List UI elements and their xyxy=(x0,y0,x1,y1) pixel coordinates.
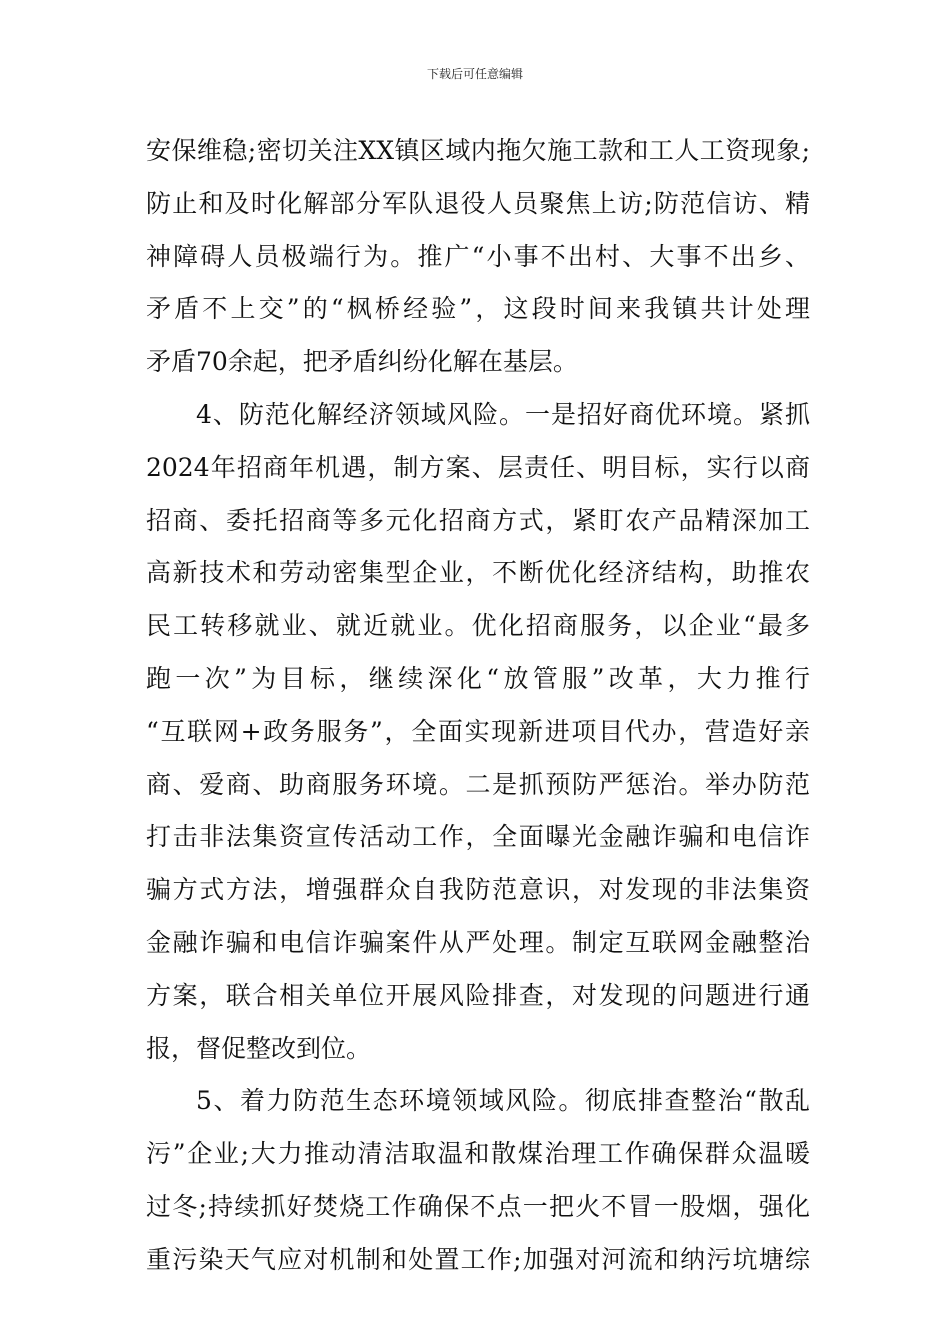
text-line: 民工转移就业、就近就业。优化招商服务，以企业“最多 xyxy=(146,611,810,641)
text-line: 防止和及时化解部分军队退役人员聚焦上访;防范信访、精 xyxy=(146,188,810,218)
document-body xyxy=(146,125,810,1287)
paragraph xyxy=(146,389,810,1075)
paragraph xyxy=(146,125,810,389)
text-line: 污”企业;大力推动清洁取温和散煤治理工作确保群众温暖 xyxy=(146,1139,810,1169)
text-line: 过冬;持续抓好焚烧工作确保不点一把火不冒一股烟，强化 xyxy=(146,1191,810,1221)
text-line: 5、着力防范生态环境领域风险。彻底排查整治“散乱 xyxy=(196,1086,810,1116)
text-line: 高新技术和劳动密集型企业，不断优化经济结构，助推农 xyxy=(146,558,810,588)
text-line: 打击非法集资宣传活动工作，全面曝光金融诈骗和电信诈 xyxy=(146,822,810,852)
page-header: 下载后可任意编辑 xyxy=(426,67,523,81)
text-line: 矛盾不上交”的“枫桥经验”，这段时间来我镇共计处理 xyxy=(146,294,810,324)
text-line: 金融诈骗和电信诈骗案件从严处理。制定互联网金融整治 xyxy=(146,927,810,957)
text-line: 2024年招商年机遇，制方案、层责任、明目标，实行以商 xyxy=(146,452,810,482)
text-line: 重污染天气应对机制和处置工作;加强对河流和纳污坑塘综 xyxy=(146,1244,810,1274)
text-line: 方案，联合相关单位开展风险排查，对发现的问题进行通 xyxy=(146,980,810,1010)
text-line: 跑一次”为目标，继续深化“放管服”改革，大力推行 xyxy=(146,663,810,693)
text-line: 神障碍人员极端行为。推广“小事不出村、大事不出乡、 xyxy=(146,241,810,271)
text-line: 安保维稳;密切关注XX镇区域内拖欠施工款和工人工资现象; xyxy=(146,136,810,165)
text-line: 骗方式方法，增强群众自我防范意识，对发现的非法集资 xyxy=(146,875,810,905)
text-line: “互联网+政务服务”，全面实现新进项目代办，营造好亲 xyxy=(146,716,810,746)
paragraph xyxy=(146,1075,810,1286)
text-line: 商、爱商、助商服务环境。二是抓预防严惩治。举办防范 xyxy=(146,769,810,799)
text-line: 4、防范化解经济领域风险。一是招好商优环境。紧抓 xyxy=(196,399,810,429)
text-line: 招商、委托招商等多元化招商方式，紧盯农产品精深加工 xyxy=(146,505,810,535)
text-line: 报，督促整改到位。 xyxy=(146,1033,372,1063)
text-line: 矛盾70余起，把矛盾纠纷化解在基层。 xyxy=(146,347,578,377)
